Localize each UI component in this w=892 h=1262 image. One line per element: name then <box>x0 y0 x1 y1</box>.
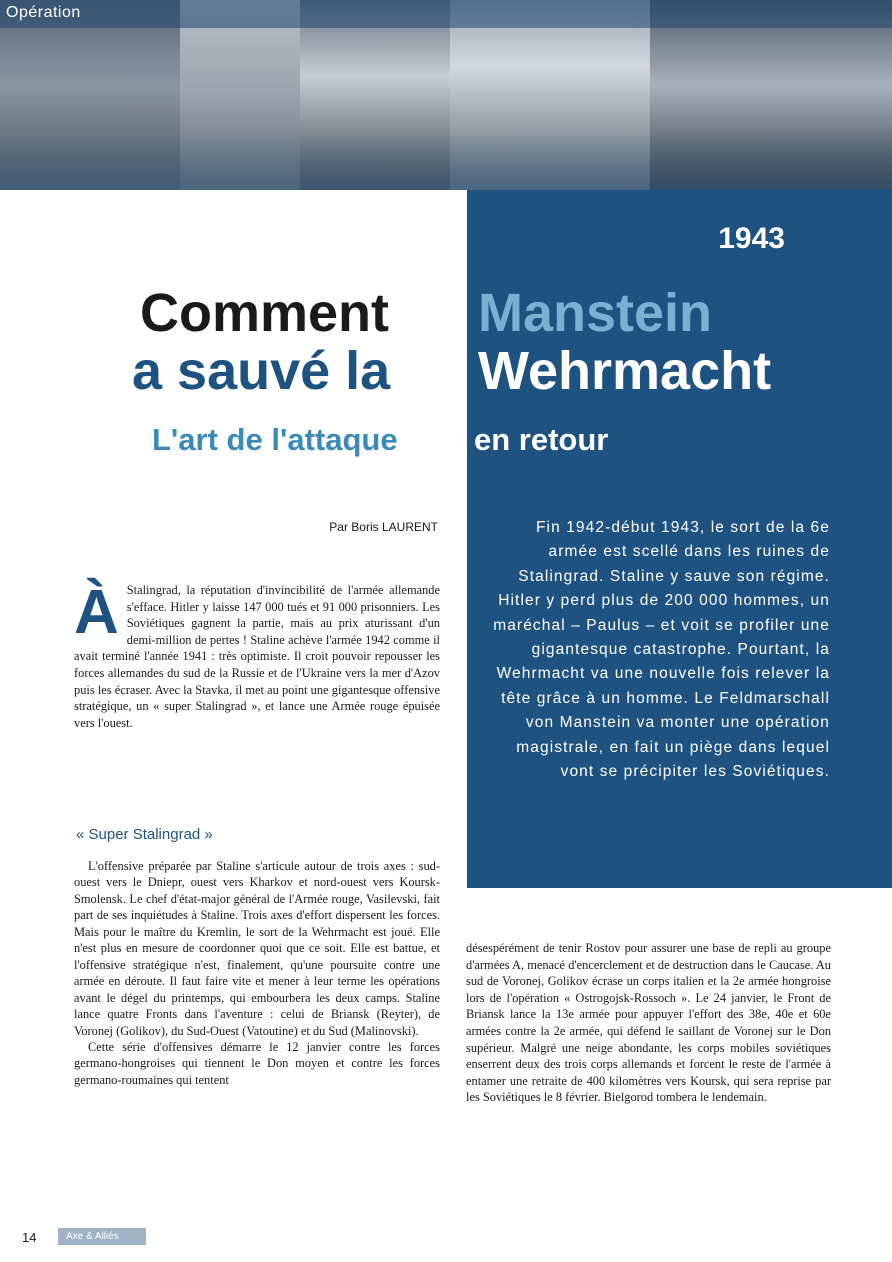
body-paragraph: L'offensive préparée par Staline s'articule autour de trois axes : sud-ouest vers le Dniepr, ouest vers Kharkov et nord-ouest vers Koursk-Smolensk. Le chef d'état-major général de l'Armée rouge, Vasilevski, fait part de ses inquiétudes à Staline. Trois axes d'effort dispersent les forces. Mais pour le maître du Kremlin, le sort de la Wehrmacht est joué. Elle n'est plus en mesure de coordonner quoi que ce soit. Elle est battue, et l'offensive stratégique n'est, finalement, qu'une poursuite contre une armée en déroute. Il faut faire vite et mener à leur terme les opérations avant le dégel du printemps, qui embourbera les deux camps. Staline lance quatre Fronts dans l'aventure : celui de Briansk (Reyter), de Voronej (Golikov), du Sud-Ouest (Vatoutine) et du Sud (Malinovski). <box>74 859 440 1038</box>
section-heading: « Super Stalingrad » <box>76 826 213 843</box>
title-line2-left: a sauvé la <box>132 341 391 401</box>
article-date <box>0 222 785 256</box>
subtitle-left: L'art de l'attaque <box>152 422 398 457</box>
page-number: 14 <box>22 1230 37 1245</box>
section-label: Opération <box>6 4 81 21</box>
body-paragraph: Cette série d'offensives démarre le 12 janvier contre les forces germano-hongroises qui tiennent le Don moyen et contre les forces germano-roumaines qui tentent <box>74 1039 440 1087</box>
banner-label-strip <box>0 0 892 28</box>
lead-paragraph: Fin 1942-début 1943, le sort de la 6e armée est scellé dans les ruines de Stalingrad. Staline y sauve son régime. Hitler y perd plus de 200 000 hommes, un maréchal – Paulus – et voit se profiler une gigantesque catastrophe. Pourtant, la Wehrmacht va une nouvelle fois relever la tête grâce à un homme. Le Feldmarschall von Manstein va monter une opération magistrale, en fait un piège dans lequel vont se précipiter les Soviétiques. <box>493 519 830 781</box>
banner-fade <box>0 130 892 190</box>
title-line2-right: Wehrmacht <box>478 341 772 401</box>
date-month: février-mars <box>536 222 719 255</box>
title-line1-right: Manstein <box>478 283 713 343</box>
subtitle-right: en retour <box>474 422 609 457</box>
date-year: 1943 <box>718 222 785 255</box>
intro-column <box>74 578 440 731</box>
drop-cap: À <box>74 578 119 647</box>
photo-banner <box>0 0 892 190</box>
intro-paragraph: Stalingrad, la réputation d'invincibilité de l'armée allemande s'efface. Hitler y laisse 147 000 tués et 91 000 prisonniers. Les Soviétiques gagnent la partie, mais au prix aturissant d'un demi-million de pertes ! Staline achève l'armée 1942 comme il avait terminé l'année 1941 : très optimiste. Il croit pouvoir repousser les forces allemandes du sud de la Russie et de l'Ukraine vers la mer d'Azov puis les écraser. Avec la Stavka, il met au point une gigantesque offensive stratégique, un « super Stalingrad », et lance une Armée rouge épuisée vers l'ouest. <box>74 583 440 730</box>
author-byline: Par Boris LAURENT <box>329 520 438 534</box>
body-paragraph: désespérément de tenir Rostov pour assurer une base de repli au groupe d'armées A, menacé d'encerclement et de destruction dans le Caucase. Au sud de Voronej, Golikov écrase un corps italien et la 2e armée hongroise lors de l'opération « Ostrogojsk-Rossoch ». Le 24 janvier, le Front de Briansk lance la 13e armée pour appuyer l'effort des 38e, 40e et 60e armées contre la 2e armée, qui défend le saillant de Voronej sur le Don supérieur. Malgré une neige abondante, les corps mobiles soviétiques enserrent deux des trois corps allemands et forcent le reste de l'armée à entamer une retraite de 400 kilomètres vers Koursk, qui sera reprise par les Soviétiques le 8 février. Bielgorod tombera le lendemain. <box>466 941 831 1105</box>
body-column-left <box>74 858 440 1088</box>
title-line1-left: Comment <box>140 283 390 343</box>
magazine-badge: Axe & Alliés <box>58 1228 146 1245</box>
body-column-right <box>466 940 831 1106</box>
